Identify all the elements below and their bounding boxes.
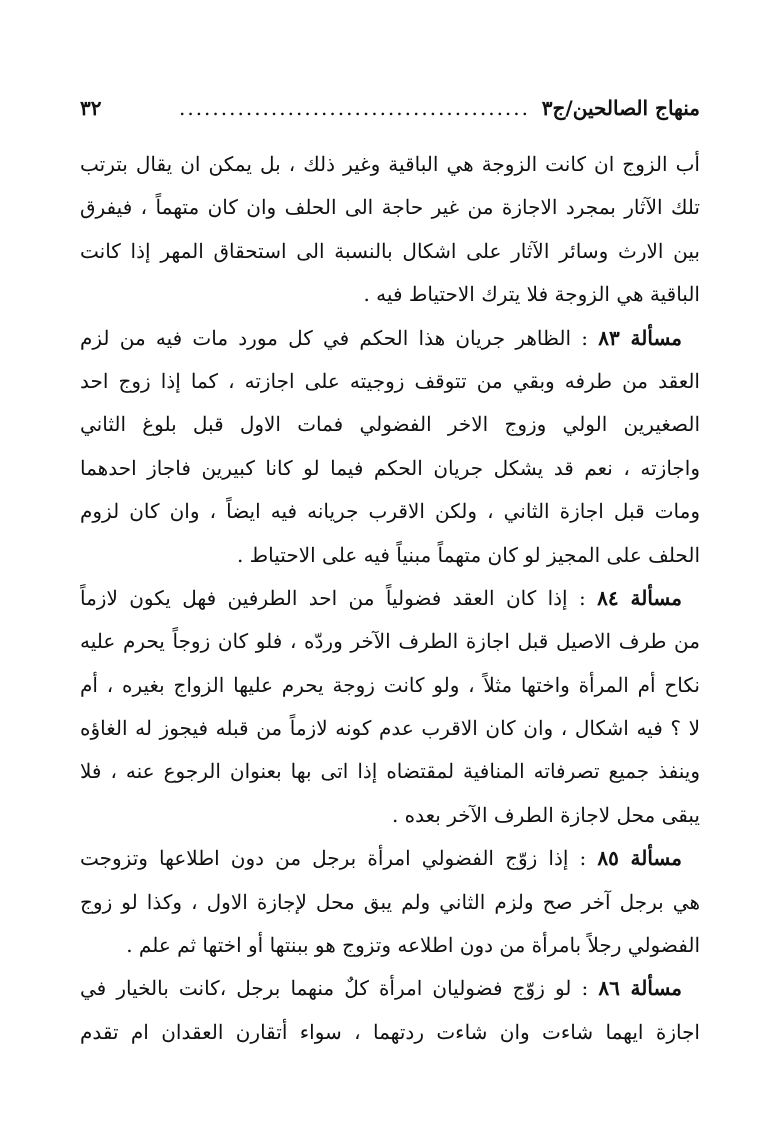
page-body [80,143,700,1054]
masala-label: مسألة ٨٦ [598,976,682,1001]
masala-84 [80,577,700,837]
running-header [80,96,700,136]
running-header-title: منهاج الصالحين/ج٣ [541,96,700,120]
paragraph-continuation [80,143,700,317]
text-line: ومات قبل اجازة الثاني ، ولكن الاقرب جريانه فيه ايضاً ، وان كان لزوم [80,499,700,524]
text-line-content: : لو زوّج فضوليان امرأة كلٌ منهما برجل ،كانت بالخيار في [80,976,589,1001]
text-line: نكاح أم المرأة واختها مثلاً ، ولو كانت زوجة يحرم عليها الزواج بغيره ، أم [80,672,700,697]
masala-label: مسألة ٨٤ [597,585,682,610]
text-line: أب الزوج ان كانت الزوجة هي الباقية وغير ذلك ، بل يمكن ان يقال بترتب [80,152,700,176]
text-line [80,317,700,360]
text-line: بين الارث وسائر الآثار على اشكال بالنسبة الى استحقاق المهر إذا كانت [80,238,700,263]
masala-label: مسألة ٨٣ [598,325,683,350]
text-line: العقد من طرفه وبقي من تتوقف زوجيته على اجازته ، كما إذا زوج احد [80,368,700,393]
text-line: لا ؟ فيه اشكال ، وان كان الاقرب عدم كونه لازماً من قبله فيجوز له الغاؤه [80,716,700,741]
masala-label: مسألة ٨٥ [597,846,682,871]
text-line: واجازته ، نعم قد يشكل جريان الحكم فيما لو كانا كبيرين فاجاز احدهما [80,455,700,480]
masala-83 [80,317,700,577]
text-line [80,577,700,620]
running-header-leader-dots: .......................................... [178,96,530,120]
page-number: ٣٢ [80,96,102,120]
text-line-content: : الظاهر جريان هذا الحكم في كل مورد مات فيه من لزم [80,325,589,350]
text-line: وينفذ جميع تصرفاته المنافية لمقتضاه إذا اتى بها بعنوان الرجوع عنه ، فلا [80,759,700,784]
text-line: تلك الآثار بمجرد الاجازة من غير حاجة الى الحلف وان كان متهماً ، فيفرق [80,195,700,220]
text-line [80,967,700,1010]
text-line: الحلف على المجيز لو كان متهماً مبنياً فيه على الاحتياط . [236,542,700,567]
text-line: هي برجل آخر صح ولزم الثاني ولم يبق محل لإجازة الاول ، وكذا لو زوج [80,889,700,914]
text-line: من طرف الاصيل قبل اجازة الطرف الآخر وردّه ، فلو كان زوجاً يحرم عليه [80,629,700,654]
text-line: اجازة ايهما شاءت وان شاءت ردتهما ، سواء أتقارن العقدان ام تقدم [80,1019,700,1044]
masala-86 [80,967,700,1054]
text-line-content: : إذا كان العقد فضولياً من احد الطرفين فهل يكون لازماً [80,585,586,610]
book-page [80,0,700,1127]
text-line [80,837,700,880]
text-line: الباقية هي الزوجة فلا يترك الاحتياط فيه . [363,282,700,307]
text-line: الفضولي رجلاً بامرأة من دون اطلاعه وتزوج هو ببنتها أو اختها ثم علم . [126,933,700,958]
masala-85 [80,837,700,967]
text-line: يبقى محل لاجازة الطرف الآخر بعده . [391,802,700,827]
text-line: الصغيرين الولي وزوج الاخر الفضولي فمات الاول قبل بلوغ الثاني [80,412,700,437]
text-line-content: : إذا زوّج الفضولي امرأة برجل من دون اطلاعها وتزوجت [80,846,587,871]
